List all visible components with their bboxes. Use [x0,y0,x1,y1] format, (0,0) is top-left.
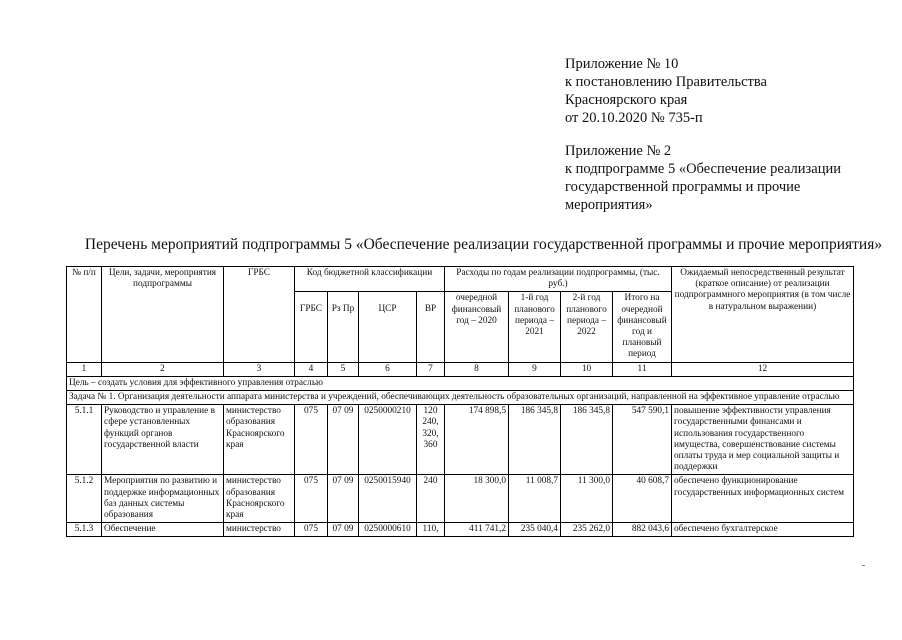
appendix-line: мероприятия» [565,197,653,213]
column-number: 5 [328,362,359,376]
column-number-row [67,362,854,376]
column-number: 9 [509,362,561,376]
row-num: 5.1.3 [67,523,102,537]
row-total: 40 608,7 [613,475,672,523]
row-rzpr: 07 09 [328,405,359,475]
column-number: 2 [102,362,224,376]
row-name: Мероприятия по развитию и поддержке информационных баз данных системы образования [102,475,224,523]
row-result: обеспечено функционирование государственных информационных систем [672,475,854,523]
column-number: 8 [445,362,509,376]
header-vr: ВР [417,292,445,362]
row-vr: 120 240, 320, 360 [417,405,445,475]
appendix-line: от 20.10.2020 № 735-п [565,110,703,126]
row-grbs: министерство образования Красноярского края [224,475,295,523]
row-2021: 186 345,8 [509,405,561,475]
header-plan-year-1: 1-й год планового периода – 2021 [509,292,561,362]
row-grbs: министерство образования Красноярского края [224,405,295,475]
column-number: 10 [561,362,613,376]
row-name: Обеспечение [102,523,224,537]
header-rzpr: Рз Пр [328,292,359,362]
row-2022: 11 300,0 [561,475,613,523]
column-number: 4 [295,362,328,376]
header-csr: ЦСР [359,292,417,362]
column-number: 1 [67,362,102,376]
row-2020: 411 741,2 [445,523,509,537]
document-title: Перечень мероприятий подпрограммы 5 «Обеспечение реализации государственной программы и прочие мероприятия» [84,236,883,253]
row-grbs-code: 075 [295,405,328,475]
header-total: Итого на очередной финансовый год и плановый период [613,292,672,362]
appendix-line: к подпрограмме 5 «Обеспечение реализации [565,161,841,177]
table-row [67,523,854,537]
header-expenses: Расходы по годам реализации подпрограммы, (тыс. руб.) [445,267,672,292]
table-row [67,475,854,523]
row-grbs: министерство [224,523,295,537]
appendix-block-government-decree [565,55,767,127]
row-rzpr: 07 09 [328,523,359,537]
row-name: Руководство и управление в сфере установленных функций органов государственной власти [102,405,224,475]
row-num: 5.1.2 [67,475,102,523]
row-2020: 174 898,5 [445,405,509,475]
row-2020: 18 300,0 [445,475,509,523]
header-plan-year-2: 2-й год планового периода – 2022 [561,292,613,362]
column-number: 6 [359,362,417,376]
header-grbs-code: ГРБС [295,292,328,362]
row-num: 5.1.1 [67,405,102,475]
row-csr: 0250000610 [359,523,417,537]
column-number: 7 [417,362,445,376]
appendix-line: Приложение № 2 [565,143,672,159]
header-result: Ожидаемый непосредственный результат (краткое описание) от реализации подпрограммного мероприятия (в том числе в натуральном выражении) [672,267,854,363]
row-2021: 235 040,4 [509,523,561,537]
row-2022: 235 262,0 [561,523,613,537]
row-vr: 110, [417,523,445,537]
row-grbs-code: 075 [295,475,328,523]
appendix-line: государственной программы и прочие [565,179,801,195]
row-csr: 0250000210 [359,405,417,475]
column-number: 3 [224,362,295,376]
row-result: обеспечено бухгалтерское [672,523,854,537]
row-csr: 0250015940 [359,475,417,523]
row-total: 547 590,1 [613,405,672,475]
row-grbs-code: 075 [295,523,328,537]
row-2021: 11 008,7 [509,475,561,523]
row-result: повышение эффективности управления государственными финансами и использования государственного имущества, совершенствование системы оплаты труда и мер социальной защиты и поддержки [672,405,854,475]
appendix-line: Красноярского края [565,92,688,108]
row-vr: 240 [417,475,445,523]
measures-table [66,266,854,537]
table-row [67,405,854,475]
appendix-line: к постановлению Правительства [565,74,767,90]
appendix-block-subprogram [565,142,841,214]
header-budget-code: Код бюджетной классификации [295,267,445,292]
row-rzpr: 07 09 [328,475,359,523]
header-current-year: очередной финансовый год – 2020 [445,292,509,362]
row-2022: 186 345,8 [561,405,613,475]
header-num: № п/п [67,267,102,363]
header-grbs: ГРБС [224,267,295,363]
header-goals: Цели, задачи, мероприятия подпрограммы [102,267,224,363]
column-number: 12 [672,362,854,376]
appendix-line: Приложение № 10 [565,56,679,72]
row-total: 882 043,6 [613,523,672,537]
edge-mark: - [862,560,866,571]
task-row: Задача № 1. Организация деятельности аппарата министерства и учреждений, обеспечивающих деятельность образовательных организаций, направленной на эффективное управление отраслью [67,391,854,405]
column-number: 11 [613,362,672,376]
goal-row: Цель – создать условия для эффективного управления отраслью [67,376,854,390]
